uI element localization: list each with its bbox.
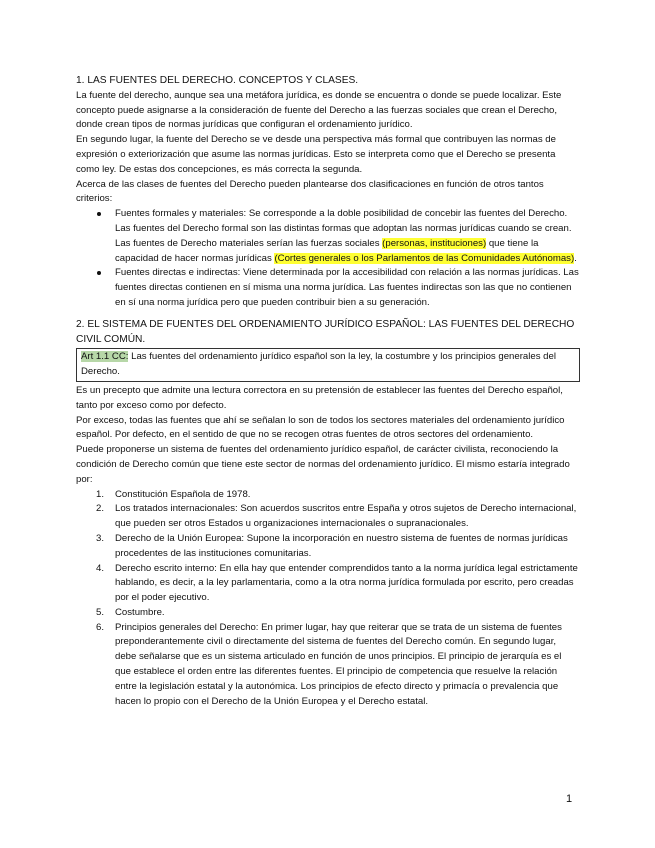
- list-item: [76, 532, 580, 562]
- article-box: [76, 348, 580, 382]
- document-page: [76, 74, 580, 709]
- list-text: Principios generales del Derecho: En primer lugar, hay que reiterar que se trata de un sistema de fuentes preponderantemente civil o directamente del sistema de fuentes del Derecho común. En segundo lugar, debe señalarse que es un sistema articulado en función de unos principios. El principio de jerarquía es el que establece el orden entre las diferentes fuentes. El principio de competencia que resuelve la relación entre la legislación estatal y la autonómica. Los principios de efecto directo y primacía o prevalencia que hacen lo propio con el Derecho de la Unión Europea y el Derecho estatal.: [115, 621, 562, 707]
- list-text: Costumbre.: [115, 606, 165, 618]
- highlight-personas: (personas, instituciones): [382, 237, 487, 249]
- list-item: [76, 606, 580, 621]
- section-1-title: 1. LAS FUENTES DEL DERECHO. CONCEPTOS Y CLASES.: [76, 75, 359, 86]
- bullet-text-end: .: [574, 252, 577, 264]
- bullet-text: Fuentes formales y materiales: Se corresponde a la doble posibilidad de concebir las fuentes del Derecho. Las fuentes del Derecho formal son las distintas formas que adoptan las normas jurídicas cuando se crean. Las fuentes de Derecho materiales serían las fuerzas sociales: [115, 208, 572, 249]
- bullet-formales-materiales: [76, 207, 580, 266]
- list-number: 4.: [96, 562, 105, 574]
- paragraph: En segundo lugar, la fuente del Derecho se ve desde una perspectiva más formal que contribuyen las normas de expresión o exteriorización que asume las normas jurídicas. Esto se interpreta como que el Derecho se presenta como ley. De estas dos concepciones, es más correcta la segunda.: [76, 134, 556, 175]
- article-label: Art 1.1 CC:: [81, 351, 129, 363]
- bullet-text-middle: que tiene la capacidad de hacer normas jurídicas: [115, 237, 539, 264]
- list-text: Constitución Española de 1978.: [115, 488, 251, 500]
- paragraph: Acerca de las clases de fuentes del Derecho pueden plantearse dos clasificaciones en función de otros tantos criterios:: [76, 178, 544, 205]
- classification-list: [76, 207, 580, 311]
- highlight-cortes: (Cortes generales o los Parlamentos de las Comunidades Autónomas): [274, 252, 575, 264]
- paragraph: Es un precepto que admite una lectura correctora en su pretensión de establecer las fuentes del Derecho español, tanto por exceso como por defecto.: [76, 384, 563, 411]
- bullet-directas-indirectas: Fuentes directas e indirectas: Viene determinada por la accesibilidad con relación a las normas jurídicas. Las fuentes directas contienen en sí misma una norma jurídica. Las fuentes indirectas son las que no contienen en sí una norma jurídica pero que pueden contribuir bien a su generación.: [76, 266, 580, 310]
- list-number: 2.: [96, 503, 105, 515]
- list-number: 6.: [96, 621, 105, 633]
- list-item: [76, 562, 580, 606]
- paragraph: Puede proponerse un sistema de fuentes del ordenamiento jurídico español, de carácter civilista, reconociendo la condición de Derecho común que tiene este sector de normas del ordenamiento jurídico. El mismo estaría integrado por:: [76, 444, 570, 485]
- list-item: [76, 488, 580, 503]
- page-number: 1: [566, 793, 573, 805]
- paragraph: Por exceso, todas las fuentes que ahí se señalan lo son de todos los sectores materiales del ordenamiento jurídico español. Por defecto, en el sentido de que no se recogen otras fuentes de otros sectores del ordenamiento.: [76, 414, 565, 441]
- section-2-title: 2. EL SISTEMA DE FUENTES DEL ORDENAMIENTO JURÍDICO ESPAÑOL: LAS FUENTES DEL DERECHO CIVIL COMÚN.: [76, 318, 575, 345]
- article-text: Las fuentes del ordenamiento jurídico español son la ley, la costumbre y los principios generales del Derecho.: [81, 351, 556, 378]
- list-item: [76, 621, 580, 710]
- sources-list: [76, 488, 580, 710]
- list-number: 1.: [96, 488, 105, 500]
- list-text: Los tratados internacionales: Son acuerdos suscritos entre España y otros sujetos de Derecho internacional, que pueden ser otros Estados u organizaciones internacionales o supranacionales.: [115, 503, 577, 530]
- list-text: Derecho escrito interno: En ella hay que entender comprendidos tanto a la norma jurídica legal estrictamente hablando, es decir, a la ley parlamentaria, como a la otra norma jurídica formulada por escrito, pero creadas por el poder ejecutivo.: [115, 562, 578, 604]
- list-text: Derecho de la Unión Europea: Supone la incorporación en nuestro sistema de fuentes de normas jurídicas procedentes de las instituciones comunitarias.: [115, 532, 568, 559]
- list-number: 5.: [96, 606, 105, 618]
- paragraph: La fuente del derecho, aunque sea una metáfora jurídica, es donde se encuentra o donde se puede localizar. Este concepto puede asignarse a la consideración de fuente del Derecho a las fuerzas sociales que crean el Derecho, donde crean tipos de normas jurídicas que configuran el ordenamiento jurídico.: [76, 89, 562, 131]
- list-number: 3.: [96, 532, 105, 544]
- list-item: [76, 502, 580, 532]
